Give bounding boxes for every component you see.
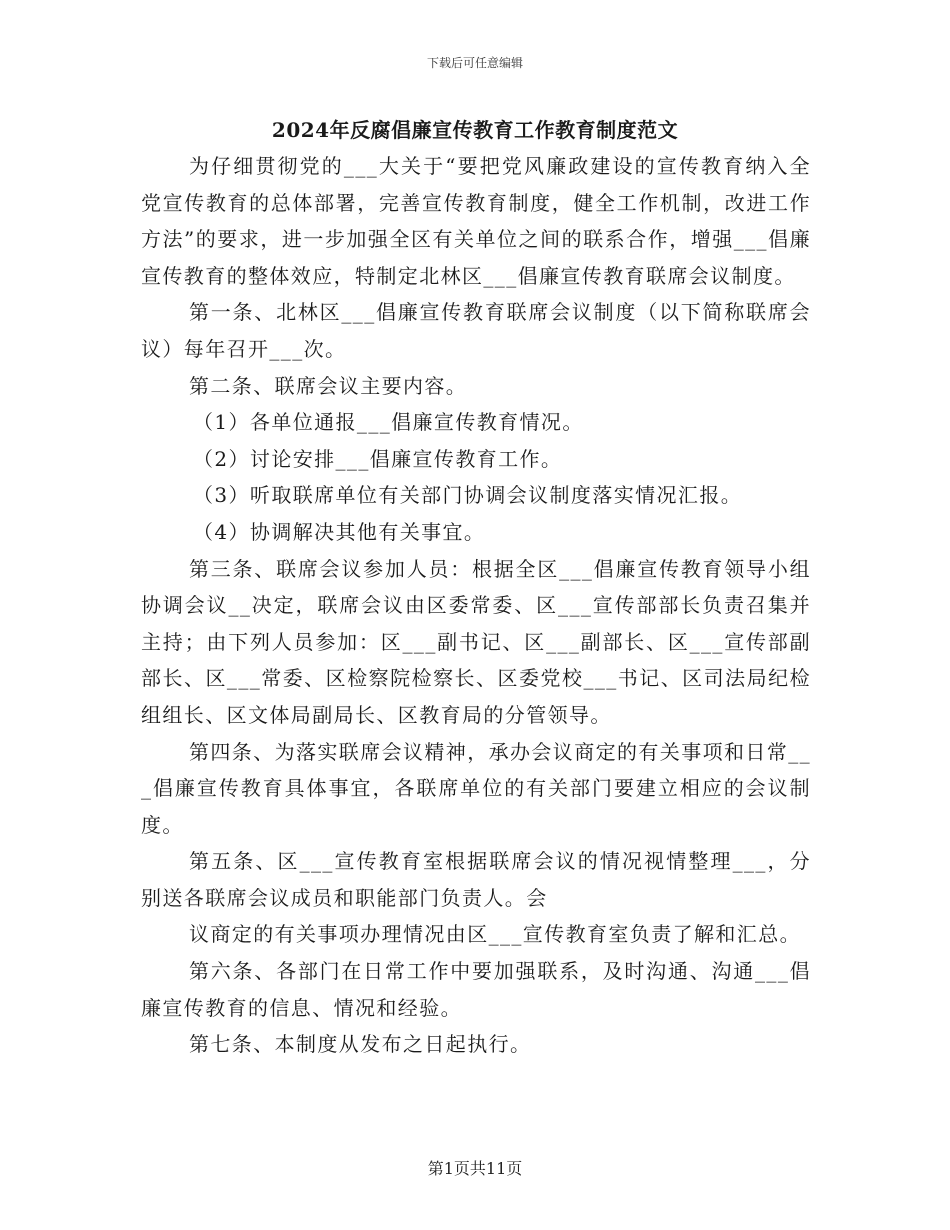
document-title: 2024年反腐倡廉宣传教育工作教育制度范文 [271,118,679,142]
document-body [141,148,811,1063]
list-item: （3）听取联席单位有关部门协调会议制度落实情况汇报。 [193,483,743,508]
paragraph-intro: 为仔细贯彻党的___大关于“要把党风廉政建设的宣传教育纳入全党宣传教育的总体部署，完善宣传教育制度，健全工作机制，改进工作方法”的要求，进一步加强全区有关单位之间的联系合作，增强___倡廉宣传教育的整体效应，特制定北林区___倡廉宣传教育联席会议制度。 [141,154,811,288]
paragraph-article-4: 第四条、为落实联席会议精神，承办会议商定的有关事项和日常___倡廉宣传教育具体事宜，各联席单位的有关部门要建立相应的会议制度。 [141,739,811,837]
header-note: 下载后可任意编辑 [426,56,523,70]
paragraph-article-1: 第一条、北林区___倡廉宣传教育联席会议制度（以下简称联席会议）每年召开___次。 [141,300,811,361]
list-item: （1）各单位通报___倡廉宣传教育情况。 [193,410,584,435]
page-number: 第1页共11页 [427,1159,523,1178]
paragraph-article-6: 第六条、各部门在日常工作中要加强联系，及时沟通、沟通___倡廉宣传教育的信息、情况和经验。 [141,959,811,1020]
paragraph-article-5-continued: 议商定的有关事项办理情况由区___宣传教育室负责了解和汇总。 [189,922,801,947]
list-item: （4）协调解决其他有关事宜。 [193,519,486,544]
list-item: （2）讨论安排___倡廉宣传教育工作。 [193,446,563,471]
paragraph-article-7: 第七条、本制度从发布之日起执行。 [189,1032,532,1057]
paragraph-article-3: 第三条、联席会议参加人员：根据全区___倡廉宣传教育领导小组协调会议__决定，联席会议由区委常委、区___宣传部部长负责召集并主持；由下列人员参加：区___副书记、区___副部长、区___宣传部副部长、区___常委、区检察院检察长、区委党校___书记、区司法局纪检组组长、区文体局副局长、区教育局的分管领导。 [141,556,811,727]
paragraph-article-5: 第五条、区___宣传教育室根据联席会议的情况视情整理___，分别送各联席会议成员和职能部门负责人。会 [141,849,811,910]
paragraph-article-2: 第二条、联席会议主要内容。 [189,373,468,398]
